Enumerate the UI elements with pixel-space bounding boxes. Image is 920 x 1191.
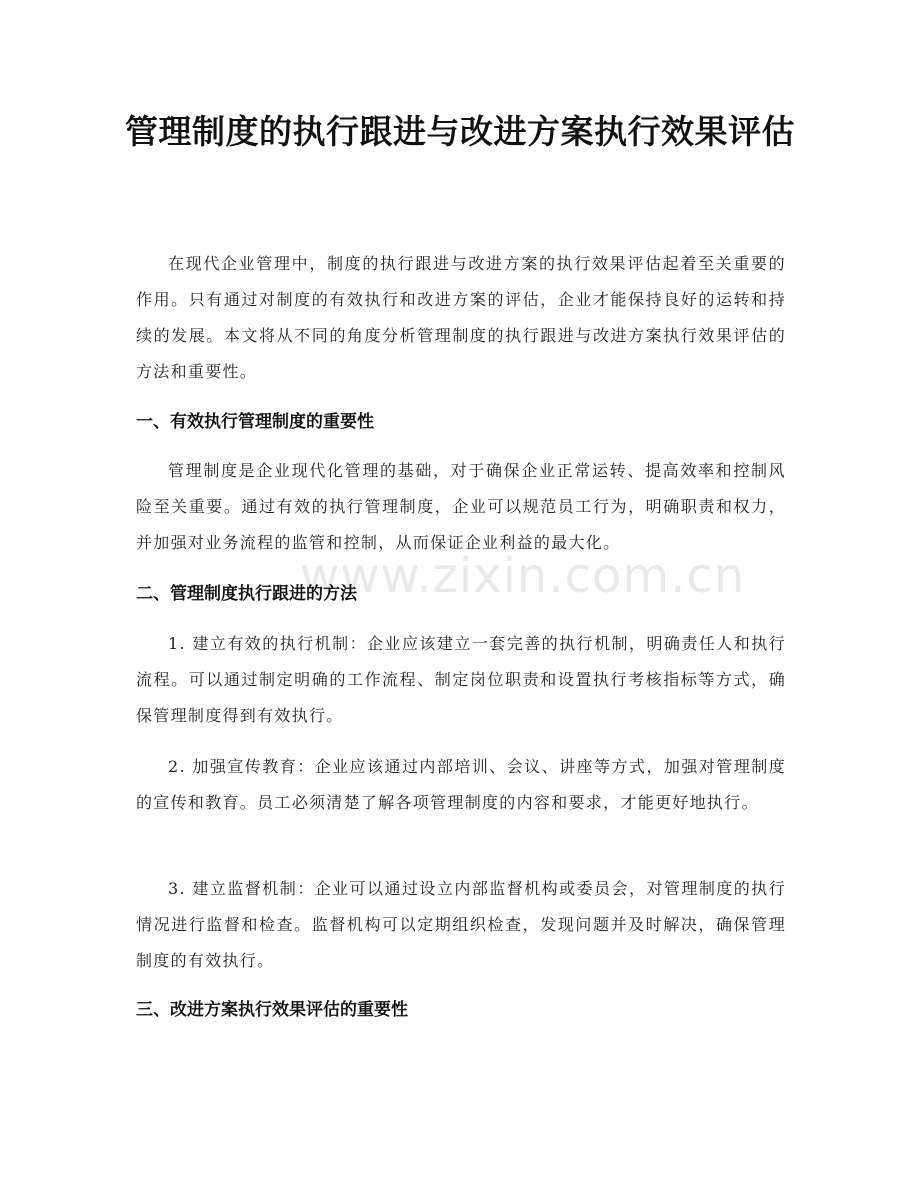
page-title: 管理制度的执行跟进与改进方案执行效果评估 <box>125 112 795 151</box>
section-1-paragraph: 管理制度是企业现代化管理的基础，对于确保企业正常运转、提高效率和控制风险至关重要。通过有效的执行管理制度，企业可以规范员工行为，明确职责和权力，并加强对业务流程的监管和控制，从而保证企业利益的最大化。 <box>136 461 786 552</box>
section-3-heading: 三、改进方案执行效果评估的重要性 <box>136 1000 408 1020</box>
section-2-item-2: 2. 加强宣传教育：企业应该通过内部培训、会议、讲座等方式，加强对管理制度的宣传和教育。员工必须清楚了解各项管理制度的内容和要求，才能更好地执行。 <box>136 757 786 812</box>
intro-paragraph: 在现代企业管理中，制度的执行跟进与改进方案的执行效果评估起着至关重要的作用。只有通过对制度的有效执行和改进方案的评估，企业才能保持良好的运转和持续的发展。本文将从不同的角度分析管理制度的执行跟进与改进方案执行效果评估的方法和重要性。 <box>136 254 786 381</box>
section-2-item-1: 1. 建立有效的执行机制：企业应该建立一套完善的执行机制，明确责任人和执行流程。可以通过制定明确的工作流程、制定岗位职责和设置执行考核指标等方式，确保管理制度得到有效执行。 <box>136 634 786 725</box>
section-1-heading: 一、有效执行管理制度的重要性 <box>136 412 374 432</box>
section-2-item-3: 3. 建立监督机制：企业可以通过设立内部监督机构或委员会，对管理制度的执行情况进行监督和检查。监督机构可以定期组织检查，发现问题并及时解决，确保管理制度的有效执行。 <box>136 879 786 970</box>
watermark: www.zixin.com.cn <box>300 548 746 604</box>
section-2-heading: 二、管理制度执行跟进的方法 <box>136 584 357 604</box>
